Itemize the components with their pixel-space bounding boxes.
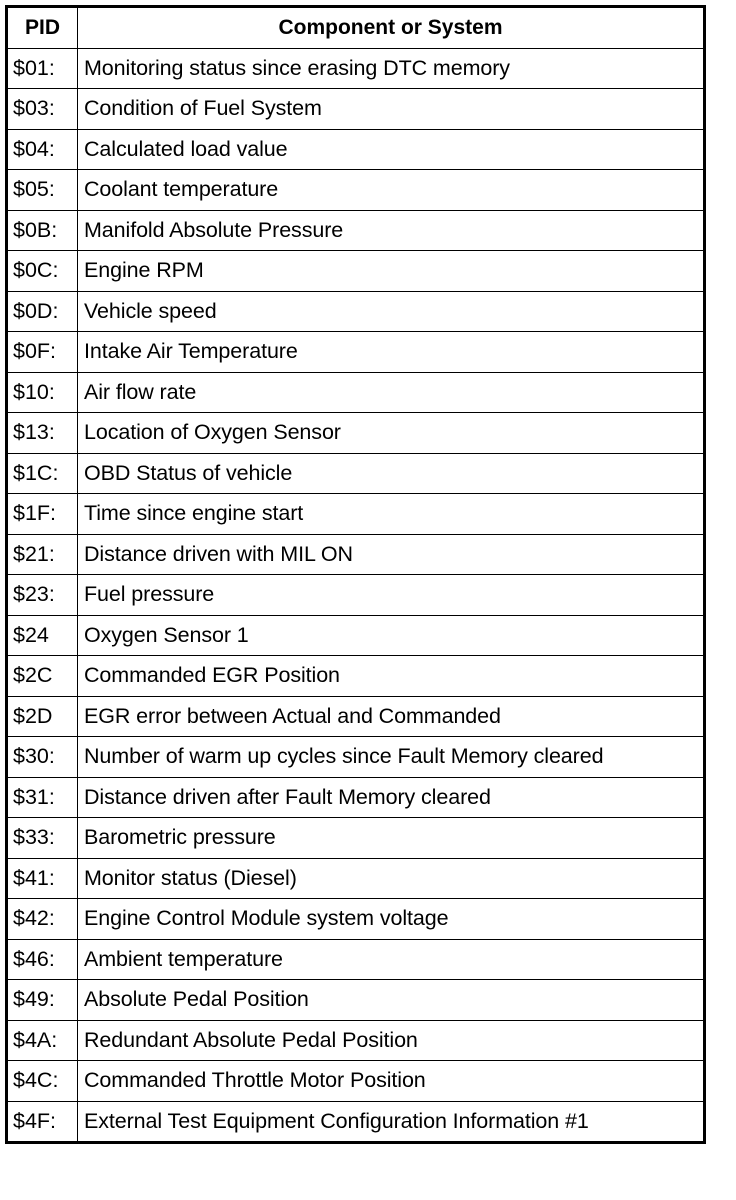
pid-cell: $1C: (7, 453, 78, 494)
pid-cell: $2C (7, 656, 78, 697)
table-row (7, 980, 705, 1021)
description-cell: Engine RPM (78, 251, 705, 292)
table-row (7, 1061, 705, 1102)
pid-cell: $31: (7, 777, 78, 818)
table-row (7, 575, 705, 616)
pid-cell: $4F: (7, 1101, 78, 1143)
description-cell: Time since engine start (78, 494, 705, 535)
pid-cell: $23: (7, 575, 78, 616)
table-row (7, 777, 705, 818)
description-cell: Coolant temperature (78, 170, 705, 211)
pid-cell: $21: (7, 534, 78, 575)
pid-cell: $24 (7, 615, 78, 656)
table-row (7, 939, 705, 980)
pid-cell: $4A: (7, 1020, 78, 1061)
description-cell: OBD Status of vehicle (78, 453, 705, 494)
description-cell: Calculated load value (78, 129, 705, 170)
table-body (7, 48, 705, 1143)
table-row (7, 858, 705, 899)
description-cell: Condition of Fuel System (78, 89, 705, 130)
description-cell: Commanded EGR Position (78, 656, 705, 697)
description-cell: Intake Air Temperature (78, 332, 705, 373)
table-row (7, 372, 705, 413)
pid-cell: $0B: (7, 210, 78, 251)
pid-cell: $0C: (7, 251, 78, 292)
table-row (7, 696, 705, 737)
table-row (7, 453, 705, 494)
pid-cell: $49: (7, 980, 78, 1021)
table-row (7, 534, 705, 575)
header-row (7, 7, 705, 49)
description-cell: Distance driven with MIL ON (78, 534, 705, 575)
table-row (7, 1101, 705, 1143)
description-cell: Manifold Absolute Pressure (78, 210, 705, 251)
pid-cell: $0D: (7, 291, 78, 332)
description-cell: Redundant Absolute Pedal Position (78, 1020, 705, 1061)
description-cell: Engine Control Module system voltage (78, 899, 705, 940)
description-cell: Distance driven after Fault Memory cleared (78, 777, 705, 818)
pid-cell: $01: (7, 48, 78, 89)
pid-cell: $1F: (7, 494, 78, 535)
table-row (7, 291, 705, 332)
pid-cell: $42: (7, 899, 78, 940)
table-row (7, 210, 705, 251)
pid-cell: $46: (7, 939, 78, 980)
description-cell: External Test Equipment Configuration Information #1 (78, 1101, 705, 1143)
pid-cell: $2D (7, 696, 78, 737)
description-cell: Oxygen Sensor 1 (78, 615, 705, 656)
table-row (7, 413, 705, 454)
description-cell: Air flow rate (78, 372, 705, 413)
table-row (7, 615, 705, 656)
table-row (7, 170, 705, 211)
table-row (7, 332, 705, 373)
description-cell: Barometric pressure (78, 818, 705, 859)
table-header (7, 7, 705, 49)
description-cell: Monitoring status since erasing DTC memory (78, 48, 705, 89)
pid-cell: $41: (7, 858, 78, 899)
pid-table (5, 5, 706, 1144)
table-row (7, 494, 705, 535)
table-row (7, 251, 705, 292)
pid-cell: $0F: (7, 332, 78, 373)
header-component: Component or System (78, 7, 705, 49)
pid-cell: $33: (7, 818, 78, 859)
pid-cell: $10: (7, 372, 78, 413)
table-row (7, 1020, 705, 1061)
description-cell: Number of warm up cycles since Fault Memory cleared (78, 737, 705, 778)
description-cell: Commanded Throttle Motor Position (78, 1061, 705, 1102)
pid-cell: $04: (7, 129, 78, 170)
description-cell: Fuel pressure (78, 575, 705, 616)
table-row (7, 818, 705, 859)
description-cell: Monitor status (Diesel) (78, 858, 705, 899)
table-row (7, 48, 705, 89)
table-row (7, 656, 705, 697)
table-row (7, 737, 705, 778)
table-row (7, 899, 705, 940)
description-cell: Ambient temperature (78, 939, 705, 980)
pid-cell: $05: (7, 170, 78, 211)
description-cell: Absolute Pedal Position (78, 980, 705, 1021)
pid-cell: $4C: (7, 1061, 78, 1102)
description-cell: EGR error between Actual and Commanded (78, 696, 705, 737)
table-row (7, 89, 705, 130)
table-row (7, 129, 705, 170)
description-cell: Location of Oxygen Sensor (78, 413, 705, 454)
pid-cell: $13: (7, 413, 78, 454)
pid-cell: $03: (7, 89, 78, 130)
description-cell: Vehicle speed (78, 291, 705, 332)
header-pid: PID (7, 7, 78, 49)
pid-cell: $30: (7, 737, 78, 778)
